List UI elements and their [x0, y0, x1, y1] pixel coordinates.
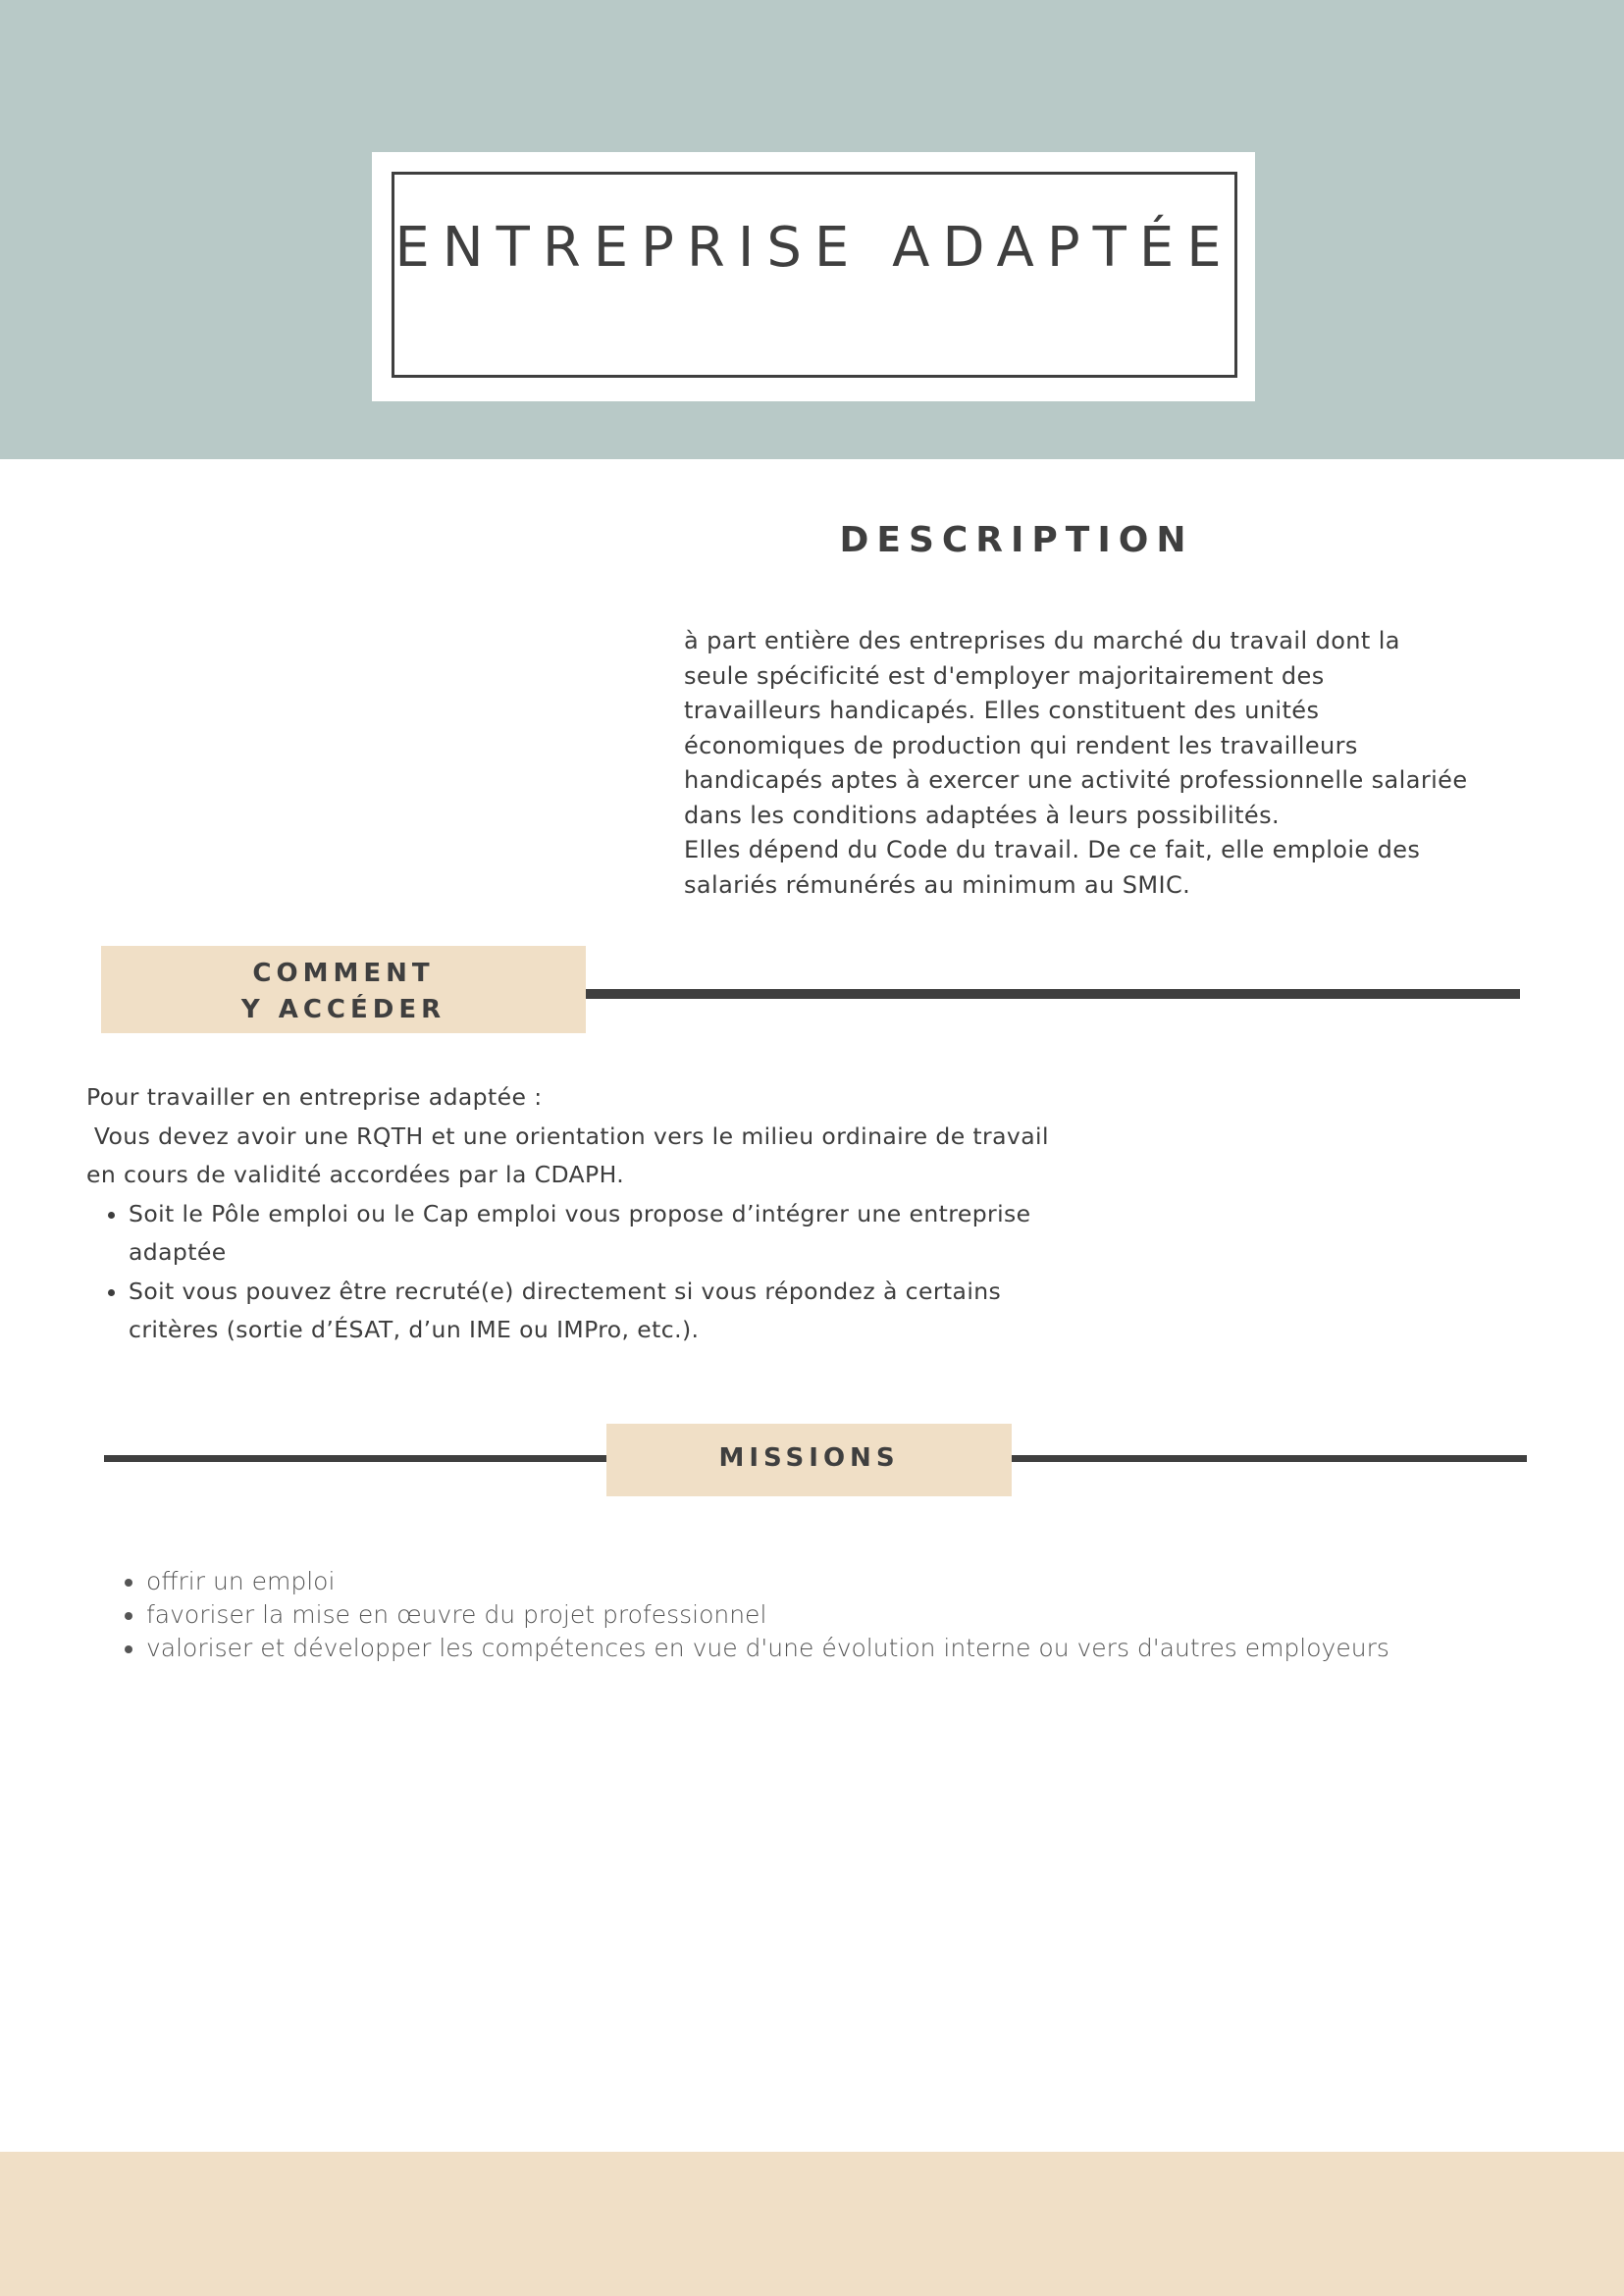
description-heading: DESCRIPTION [839, 520, 1194, 560]
title-frame [392, 172, 1237, 378]
list-item: • Soit vous pouvez être recruté(e) directement si vous répondez à certains critères (sortie d’ÉSAT, d’un IME ou IMPro, etc.). [129, 1273, 1077, 1350]
access-heading-box [101, 946, 586, 1033]
document-title: ENTREPRISE ADAPTÉE [394, 216, 1234, 280]
access-heading-line-2: Y ACCÉDER [240, 995, 446, 1024]
list-item: • offrir un emploi [146, 1565, 1422, 1598]
access-heading [101, 956, 586, 1028]
list-item: • valoriser et développer les compétences en vue d'une évolution interne ou vers d'autres employeurs [146, 1632, 1422, 1665]
description-paragraph-1: à part entière des entreprises du marché du travail dont la seule spécificité est d'employer majoritairement des travailleurs handicapés. Elles constituent des unités économiques de production qui rendent les travailleurs handicapés aptes à exercer une activité professionnelle salariée dans les conditions adaptées à leurs possibilités. [684, 627, 1468, 829]
list-item: • Soit le Pôle emploi ou le Cap emploi vous propose d’intégrer une entreprise adaptée [129, 1195, 1077, 1273]
missions-heading-box [606, 1424, 1012, 1496]
list-item: • favoriser la mise en œuvre du projet professionnel [146, 1598, 1422, 1632]
missions-list [103, 1565, 1422, 1665]
description-body [684, 624, 1469, 903]
missions-heading: MISSIONS [718, 1443, 900, 1473]
title-card [372, 152, 1255, 401]
access-divider [586, 989, 1520, 999]
access-options-list [86, 1195, 1077, 1350]
access-heading-line-1: COMMENT [252, 959, 435, 988]
description-paragraph-2: Elles dépend du Code du travail. De ce fait, elle emploie des salariés rémunérés au minimum au SMIC. [684, 836, 1421, 899]
footer-band [0, 2152, 1624, 2296]
access-body [86, 1078, 1077, 1350]
access-requirement: Vous devez avoir une RQTH et une orientation vers le milieu ordinaire de travail en cours de validité accordées par la CDAPH. [86, 1122, 1057, 1188]
header-band [0, 0, 1624, 459]
access-intro: Pour travailler en entreprise adaptée : [86, 1083, 543, 1111]
